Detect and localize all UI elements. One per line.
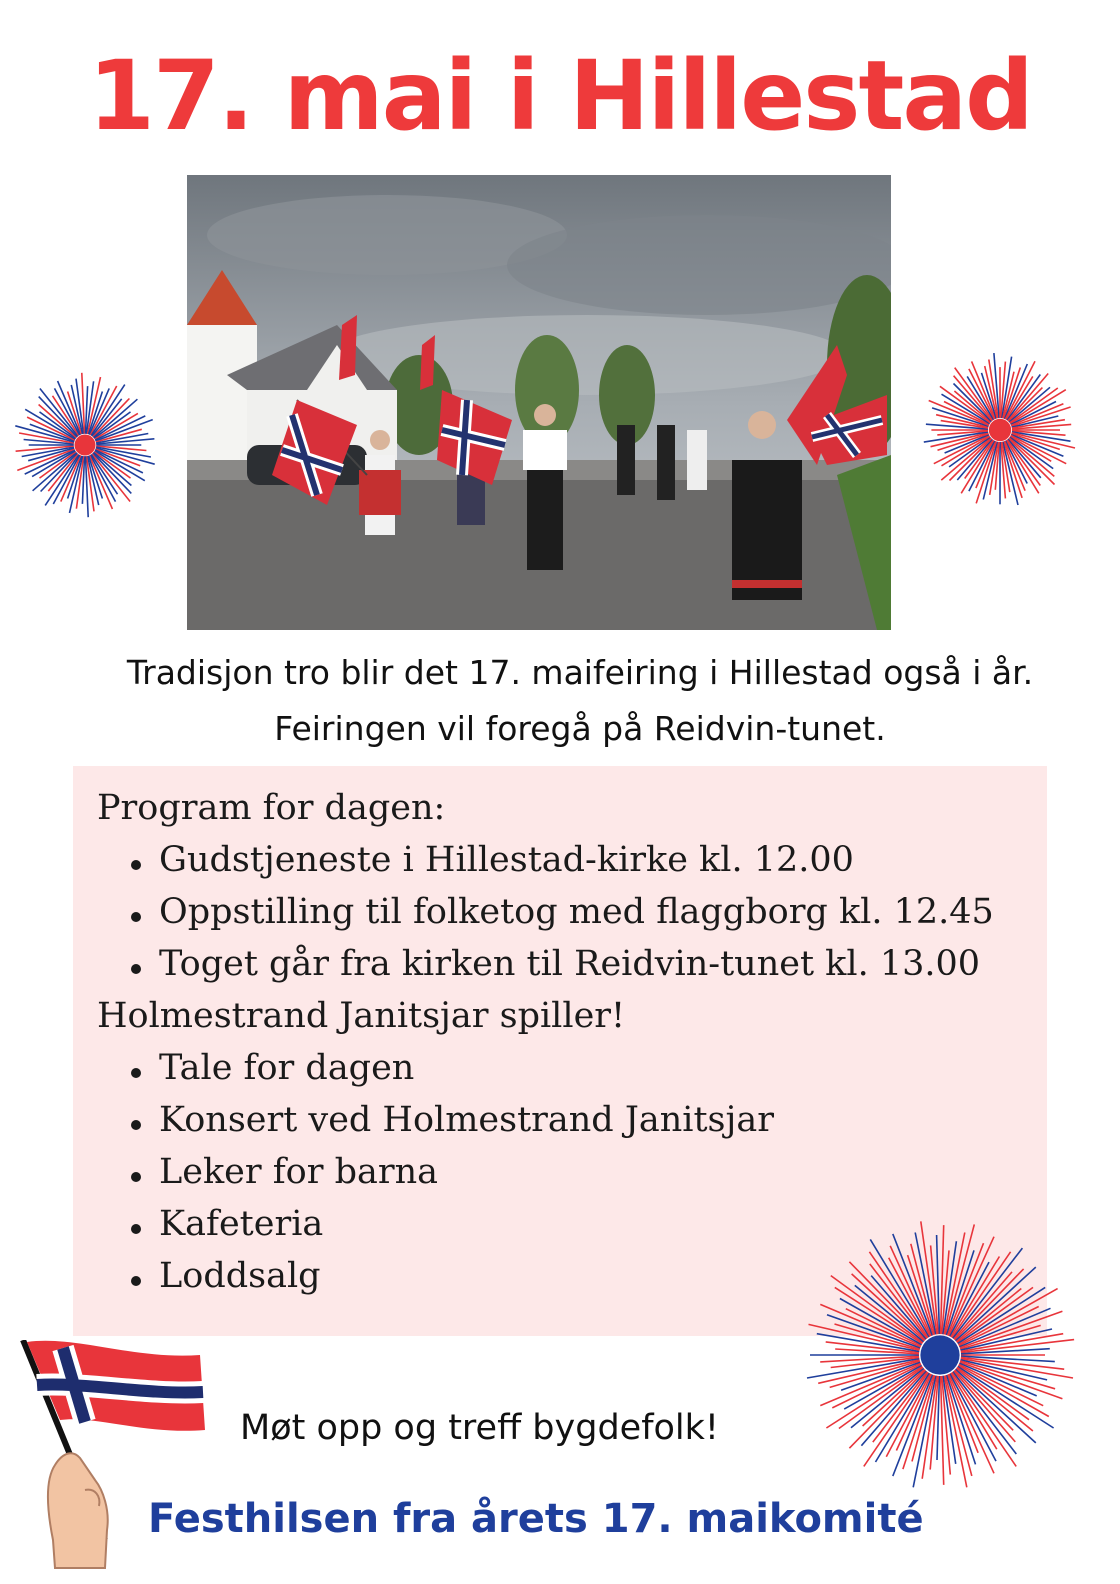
hand-icon <box>48 1453 108 1568</box>
program-item: Konsert ved Holmestrand Janitsjar <box>159 1100 774 1140</box>
firework-icon <box>915 345 1085 515</box>
firework-icon <box>790 1205 1090 1505</box>
program-item: Oppstilling til folketog med flaggborg kl. 12.45 <box>159 892 994 932</box>
program-item: Leker for barna <box>159 1152 439 1192</box>
intro-line-1: Tradisjon tro blir det 17. maifeiring i Hillestad også i år. <box>126 653 1034 692</box>
program-item: Toget går fra kirken til Reidvin-tunet kl. 13.00 <box>159 944 981 984</box>
program-item: Loddsalg <box>159 1256 321 1296</box>
program-heading: Program for dagen: <box>97 788 446 828</box>
signoff-text: Festhilsen fra årets 17. maikomité <box>148 1496 924 1542</box>
program-subheading: Holmestrand Janitsjar spiller! <box>97 996 626 1036</box>
program-item: Kafeteria <box>159 1204 324 1244</box>
program-item: Tale for dagen <box>159 1048 415 1088</box>
parade-photo <box>187 175 891 630</box>
meet-text: Møt opp og treff bygdefolk! <box>240 1408 719 1448</box>
firework-icon <box>5 365 165 525</box>
page-title: 17. mai i Hillestad <box>88 40 1032 152</box>
program-item: Gudstjeneste i Hillestad-kirke kl. 12.00 <box>159 840 854 880</box>
intro-text <box>60 645 1100 757</box>
intro-line-2: Feiringen vil foregå på Reidvin-tunet. <box>274 709 886 748</box>
